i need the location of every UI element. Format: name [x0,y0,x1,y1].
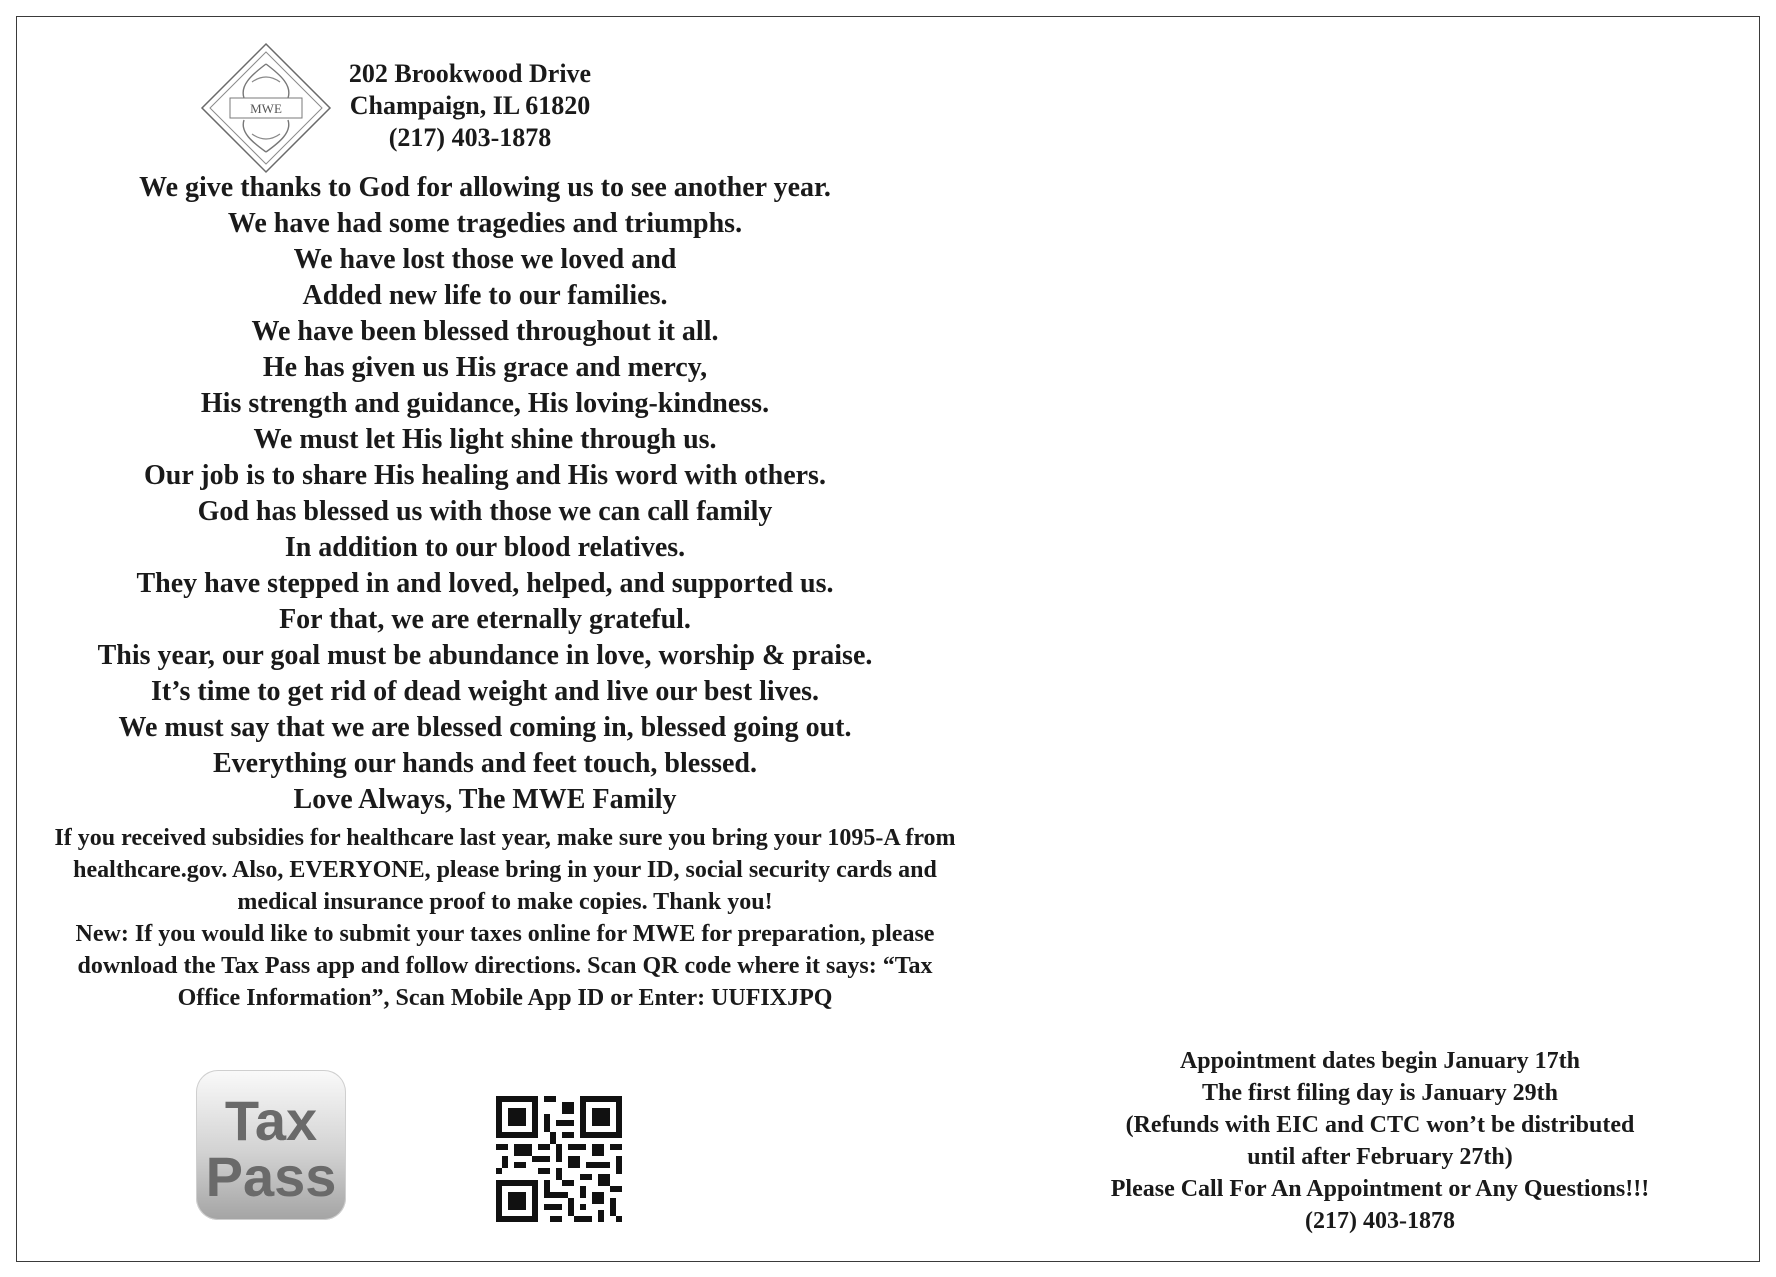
poem-line: They have stepped in and loved, helped, and supported us. [136,568,834,599]
logo-text: MWE [250,101,282,116]
tax-pass-app-icon [196,1070,346,1220]
poem-line: His strength and guidance, His loving-kindness. [200,388,770,419]
online-submission-notice: New: If you would like to submit your taxes online for MWE for preparation, please download the Tax Pass app and follow directions. Scan QR code where it says: “Tax Office Information”, Scan Mobile App ID or Enter: UUFIXJPQ [75,921,935,1011]
poem-line: We have been blessed throughout it all. [251,316,719,347]
poem-line: Our job is to share His healing and His word with others. [144,460,826,491]
notice-block [50,822,960,1014]
poem-block [30,170,940,818]
poem-line: We must let His light shine through us. [253,424,717,455]
poem-line: He has given us His grace and mercy, [262,352,708,383]
call-prompt: Please Call For An Appointment or Any Questions!!! [1110,1176,1650,1202]
poem-line: God has blessed us with those we can call family [197,496,773,527]
refund-note: (Refunds with EIC and CTC won’t be distributed [1125,1112,1635,1138]
qr-code-icon [496,1096,622,1222]
poem-line: This year, our goal must be abundance in love, worship & praise. [97,640,873,671]
poem-line: We give thanks to God for allowing us to see another year. [139,172,831,203]
poem-line: We must say that we are blessed coming in, blessed going out. [118,712,852,743]
tax-pass-line2: Pass [205,1145,337,1208]
poem-line: We have lost those we loved and [293,244,677,275]
address-street: 202 Brookwood Drive [348,59,592,88]
poem-line: Added new life to our families. [302,280,668,311]
address-block [320,58,620,154]
poem-line: We have had some tragedies and triumphs. [227,208,743,239]
poem-line: For that, we are eternally grateful. [279,604,691,635]
healthcare-notice: If you received subsidies for healthcare last year, make sure you bring your 1095-A from healthcare.gov. Also, EVERYONE, please bring in your ID, social security cards and medical insurance proof to make copies. Thank you! [54,825,956,915]
tax-pass-line1: Tax [224,1089,318,1152]
appointment-start: Appointment dates begin January 17th [1179,1048,1581,1074]
poem-signature: Love Always, The MWE Family [293,784,677,815]
poem-line: It’s time to get rid of dead weight and live our best lives. [150,676,820,707]
appointment-phone: (217) 403-1878 [1305,1208,1455,1234]
address-phone: (217) 403-1878 [388,123,552,152]
mwe-diamond-logo-icon [200,42,332,174]
first-filing-day: The first filing day is January 29th [1201,1080,1559,1106]
appointment-block [1040,1045,1720,1237]
refund-note-cont: until after February 27th) [1247,1144,1513,1170]
poem-line: In addition to our blood relatives. [284,532,686,563]
address-city: Champaign, IL 61820 [349,91,591,120]
poem-line: Everything our hands and feet touch, blessed. [212,748,757,779]
